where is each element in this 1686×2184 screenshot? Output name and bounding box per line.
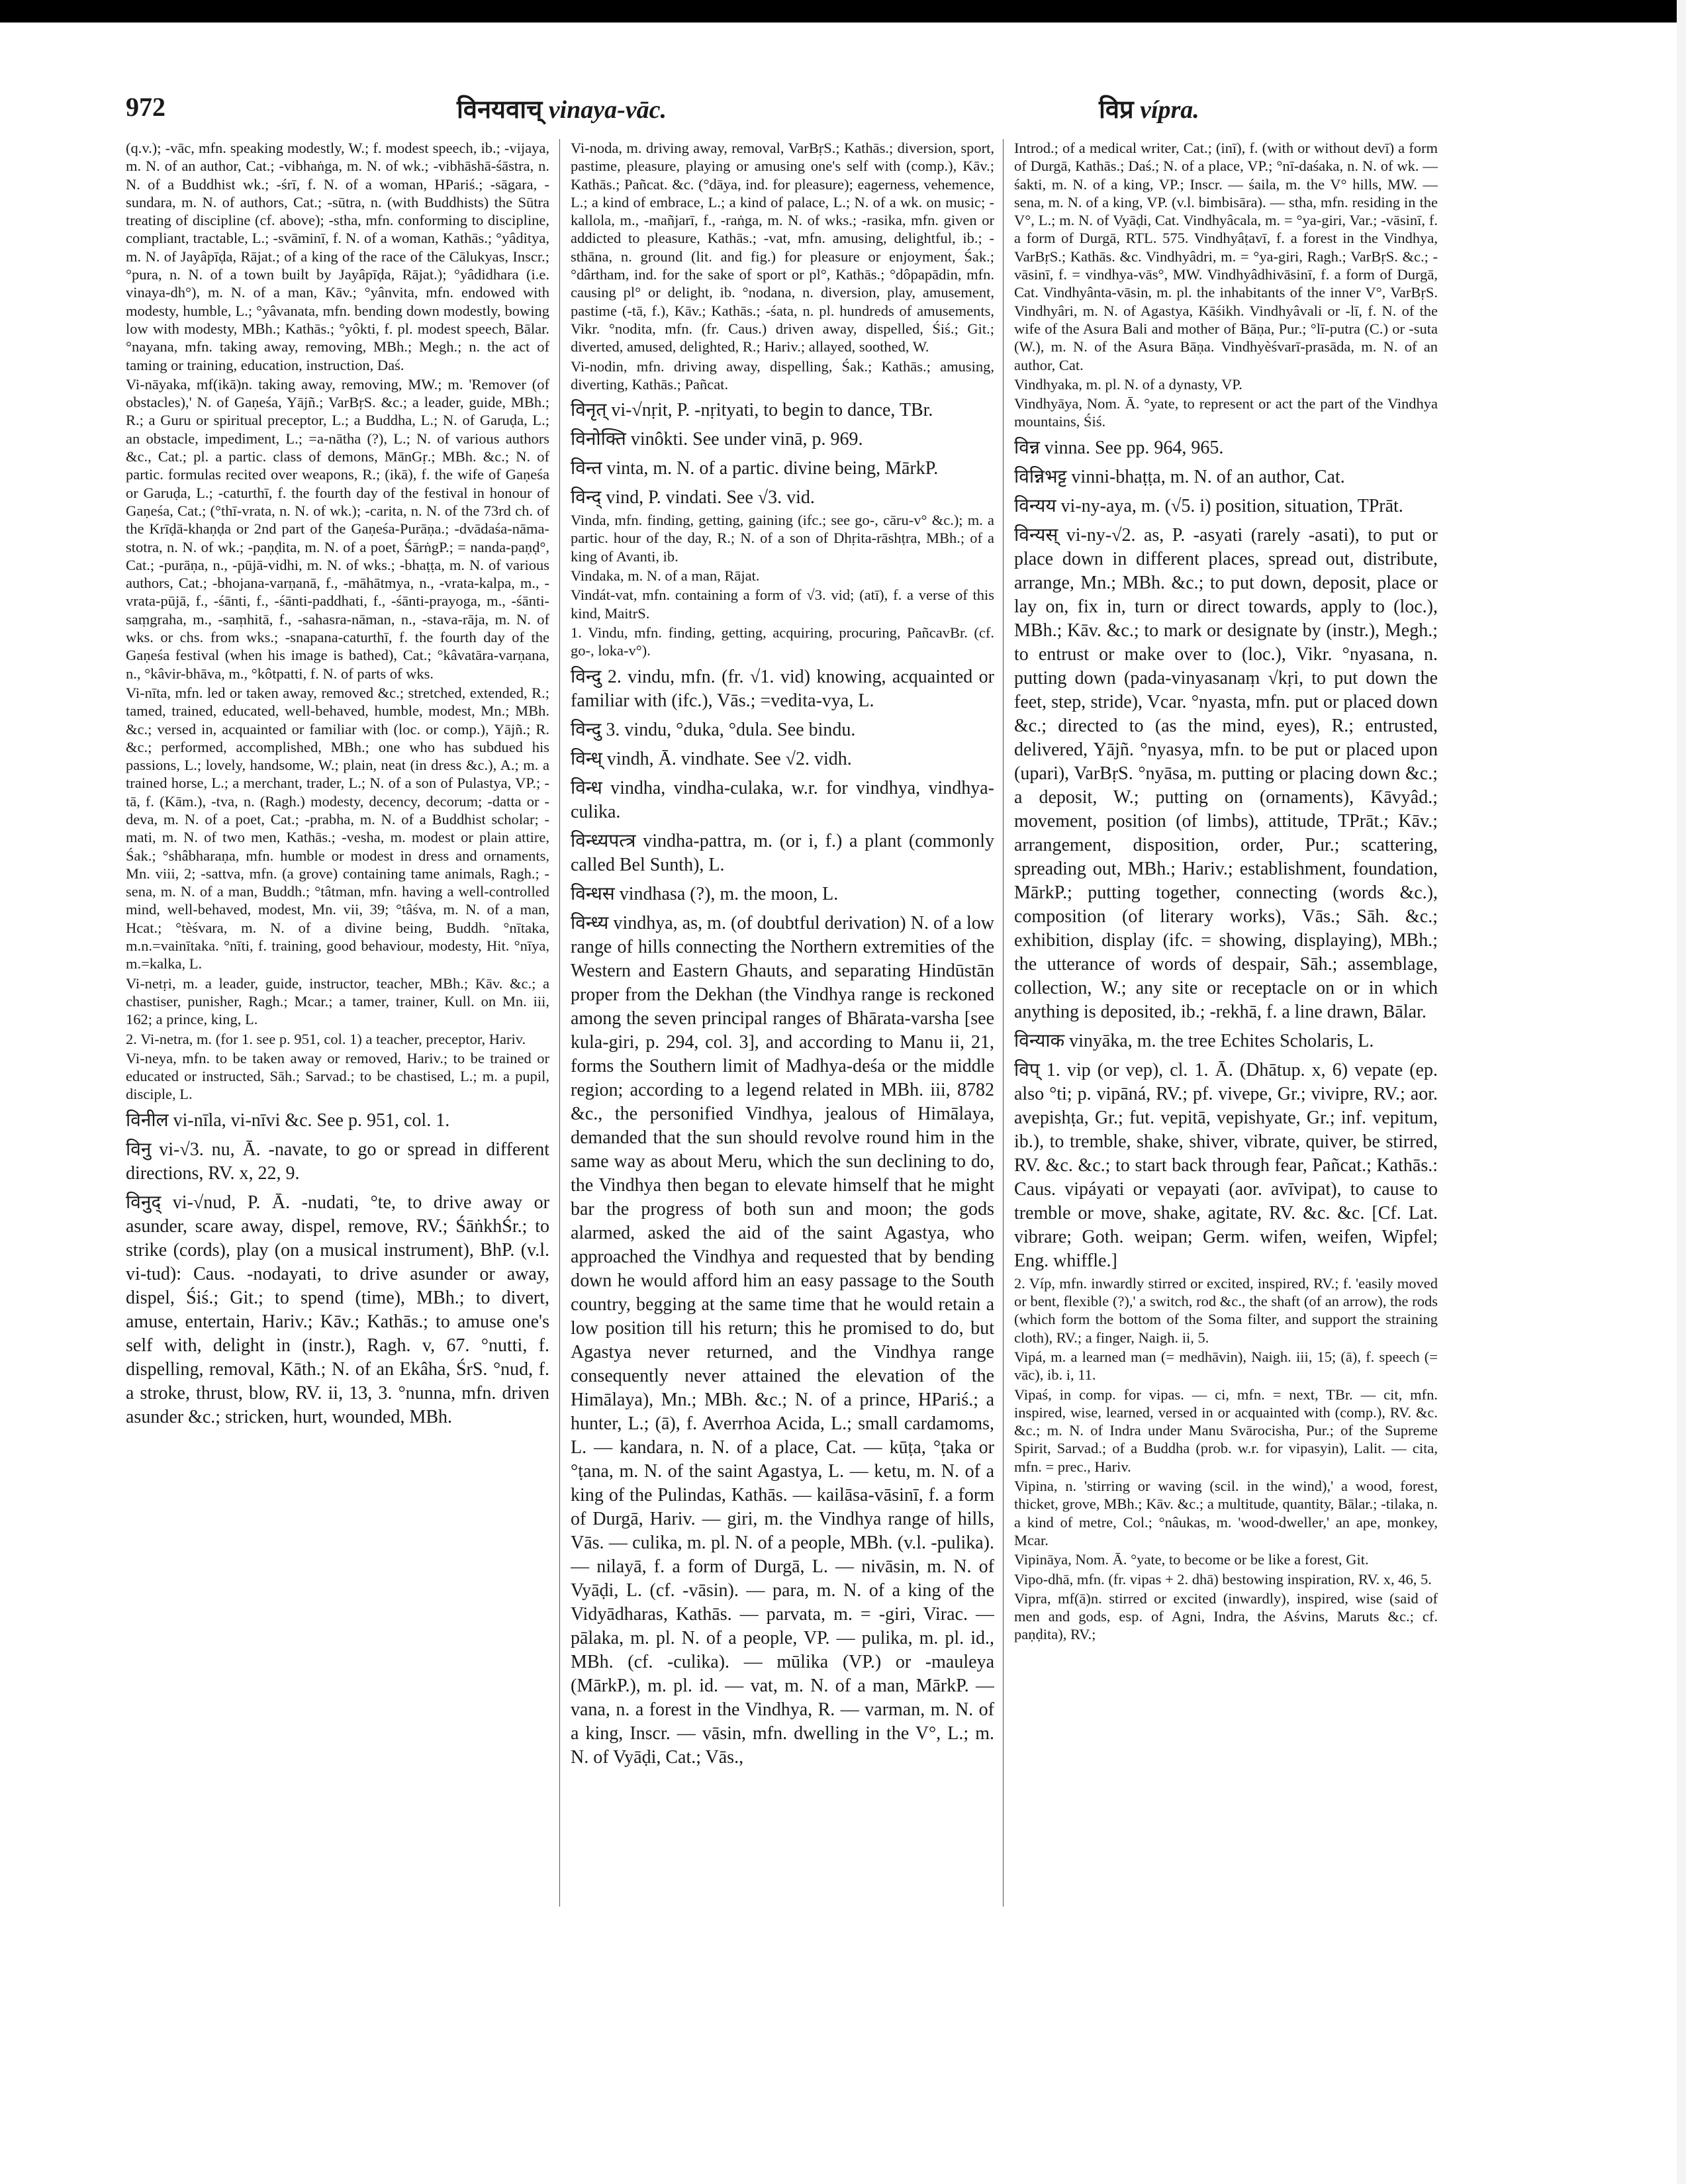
dictionary-entry: विन्ध् vindh, Ā. vindhate. See √2. vidh. <box>571 748 852 769</box>
dictionary-entry: Vipina, n. 'stirring or waving (scil. in the wind),' a wood, forest, thicket, grove, MBh.; Kāv. &c.; a multitude, quantity, Bālar.; -tilaka, n. a kind of metre, Col.; °nâukas, m. 'wood-dweller,' an ape, monkey, Mcar. <box>1014 1478 1438 1548</box>
dictionary-entry: विन्दु 2. vindu, mfn. (fr. √1. vid) knowing, acquainted or familiar with (ifc.), Vās.; =vedita-vya, L. <box>571 666 994 711</box>
column-rule <box>559 139 560 1907</box>
left-headword-devanagari: विनयवाच् <box>457 96 543 124</box>
dictionary-entry: विन्यय vi-ny-aya, m. (√5. i) position, situation, TPrāt. <box>1014 495 1403 516</box>
dictionary-entry: Vi-netṛi, m. a leader, guide, instructor, teacher, MBh.; Kāv. &c.; a chastiser, punisher, Ragh.; Mcar.; a tamer, trainer, Kull. on Mn. iii, 162; a prince, king, L. <box>126 974 549 1028</box>
right-headword-devanagari: विप्र <box>1099 96 1134 124</box>
dictionary-entry: विन्धस vindhasa (?), m. the moon, L. <box>571 883 839 904</box>
right-running-head <box>1099 91 1199 126</box>
dictionary-entry: Vindaka, m. N. of a man, Rājat. <box>571 567 760 585</box>
dictionary-entry: विन्दु 3. vindu, °duka, °dula. See bindu. <box>571 719 856 740</box>
dictionary-entry: Vindhyaka, m. pl. N. of a dynasty, VP. <box>1014 375 1242 393</box>
dictionary-entry: Vipá, m. a learned man (= medhāvin), Naigh. iii, 15; (ā), f. speech (= vāc), ib. i, 11. <box>1014 1348 1438 1384</box>
left-running-head <box>457 91 667 126</box>
dictionary-column-2 <box>571 139 994 1913</box>
dictionary-entry: विन्निभट्ट vinni-bhaṭṭa, m. N. of an author, Cat. <box>1014 466 1345 487</box>
dictionary-entry: (q.v.); -vāc, mfn. speaking modestly, W.; f. modest speech, ib.; -vijaya, m. N. of an author, Cat.; -vibhaṅga, m. N. of wk.; -vibhāshā-śāstra, n. N. of a Buddhist wk.; -śrī, f. N. of a woman, HPariś.; -sāgara, -sundara, m. N. of authors, Cat.; -sūtra, n. (with Buddhists) the Sūtra treating of discipline (cf. above); -stha, mfn. conforming to discipline, compliant, tractable, L.; -svāminī, f. N. of a woman, Kathās.; °yâditya, m. N. of Jayâpīḍa, Rājat.; of a king of the race of the Cālukyas, Inscr.; °pura, n. N. of a town built by Jayâpīḍa, Rājat.); °yâdidhara (i.e. vinaya-dh°), m. N. of a man, Kāv.; °yânvita, mfn. endowed with modesty, humble, L.; °yâvanata, mfn. bending down modestly, bowing low with modesty, MBh.; Kathās.; °yôkti, f. pl. modest speech, Bālar. °nayana, mfn. taking away, removing, MBh.; Megh.; n. the act of taming or training, education, instruction, Daś. <box>126 140 549 373</box>
dictionary-entry: विनु vi-√3. nu, Ā. -navate, to go or spread in different directions, RV. x, 22, 9. <box>126 1139 549 1184</box>
dictionary-entry: Introd.; of a medical writer, Cat.; (inī), f. (with or without devī) a form of Durgā, Kathās.; Daś.; N. of a place, VP.; °nī-daśaka, n. N. of wk. — śakti, m. N. of a king, VP.; Inscr. — śaila, m. the V° hills, MW. — sena, m. N. of a king, VP. (v.l. bimbisāra). — stha, mfn. residing in the V°, L.; m. N. of Vyāḍi, Cat. Vindhyâcala, m. = °ya-giri, Var.; -vāsinī, f. a form of Durgā, RTL. 575. Vindhyâṭavī, f. a forest in the Vindhya, VarBṛS.; Kathās. &c. Vindhyâdri, m. = °ya-giri, Ragh.; VarBṛS. &c.; -vāsinī, f. = vindhya-vās°, MW. Vindhyâdhivāsinī, f. a form of Durgā, Cat. Vindhyânta-vāsin, m. pl. the inhabitants of the inner V°, VarBṛS. Vindhyâri, m. N. of Agastya, Kāśikh. Vindhyâvali or -lī, f. N. of the wife of the Asura Bali and mother of Bāṇa, Pur.; °lī-putra (C.) or -suta (W.), m. N. of the Asura Bāṇa. Vindhyèśvarī-prasāda, m. N. of an author, Cat. <box>1014 140 1438 373</box>
dictionary-entry: Vi-nīta, mfn. led or taken away, removed &c.; stretched, extended, R.; tamed, trained, educated, well-behaved, humble, modest, Mn.; MBh. &c.; versed in, acquainted or familiar with (loc. or comp.), Yājñ.; R. &c.; performed, accomplished, MBh.; one who has subdued his passions, L.; lovely, handsome, W.; plain, neat (in dress &c.), A.; m. a trained horse, L.; a merchant, trader, L.; N. of a son of Pulastya, VP.; -tā, f. (Kām.), -tva, n. (Ragh.) modesty, decency, decorum; -datta or -deva, m. N. of a poet, Cat.; -prabha, m. N. of a Buddhist scholar; -mati, m. N. of two men, Kathās.; -vesha, m. modest or plain attire, Śak.; °shâbharaṇa, mfn. humble or modest in dress and ornaments, Mn. viii, 2; -sattva, mfn. (a grove) containing tame animals, Ragh.; -sena, m. N. of a man, Buddh.; °tâtman, mfn. having a well-controlled mind, well-behaved, modest, Mn. vii, 39; °tâśva, m. N. of a man, Hcat.; °tèśvara, m. N. of a divine being, Buddh. °nītaka, m.n.=vainītaka. °nīti, f. training, good behaviour, modesty, Hit. °nīya, m.=kalka, L. <box>126 684 549 973</box>
left-headword-roman: vinaya-vāc. <box>548 96 667 124</box>
dictionary-entry: Vipināya, Nom. Ā. °yate, to become or be like a forest, Git. <box>1014 1551 1369 1568</box>
dictionary-entry: Vipra, mf(ā)n. stirred or excited (inwardly), inspired, wise (said of men and gods, esp. of Agni, Indra, the Aśvins, Maruts &c.; cf. paṇḍita), RV.; <box>1014 1590 1438 1643</box>
dictionary-entry: विनुद् vi-√nud, P. Ā. -nudati, °te, to drive away or asunder, scare away, dispel, remove, RV.; ŚāṅkhŚr.; to strike (cords), play (on a musical instrument), BhP. (v.l. vi-tud): Caus. -nodayati, to drive asunder or away, dispel, Śiś.; Git.; to spend (time), MBh.; to divert, amuse, entertain, Hariv.; Kāv.; Kathās.; to amuse one's self with, delight in (instr.), Ragh. v, 67. °nutti, f. dispelling, removal, Kāth.; N. of an Ekâha, ŚrS. °nud, f. a stroke, thrust, blow, RV. ii, 13, 3. °nunna, mfn. driven asunder &c.; stricken, hurt, wounded, MBh. <box>126 1192 549 1427</box>
dictionary-entry: Vipo-dhā, mfn. (fr. vipas + 2. dhā) bestowing inspiration, RV. x, 46, 5. <box>1014 1570 1432 1588</box>
column-rule <box>1003 139 1004 1907</box>
dictionary-entry: 2. Víp, mfn. inwardly stirred or excited, inspired, RV.; f. 'easily moved or bent, flexible (?),' a switch, rod &c., the shaft (of an arrow), the rods (which form the bottom of the Soma filter, and support the straining cloth), RV.; a finger, Naigh. ii, 5. <box>1014 1274 1438 1346</box>
page-number: 972 <box>126 92 165 122</box>
dictionary-entry: 2. Vi-netra, m. (for 1. see p. 951, col. 1) a teacher, preceptor, Hariv. <box>126 1030 526 1047</box>
dictionary-entry: Vi-neya, mfn. to be taken away or removed, Hariv.; to be trained or educated or instructed, Sāh.; Sarvad.; to be chastised, L.; m. a pupil, disciple, L. <box>126 1049 549 1103</box>
dictionary-entry: विन्ध्य vindhya, as, m. (of doubtful derivation) N. of a low range of hills connecting the Northern extremities of the Western and Eastern Ghauts, and separating Hindūstān proper from the Dekhan (the Vindhya range is reckoned among the seven principal ranges of Bhārata-varsha [see kula-giri, p. 294, col. 3], and according to Manu ii, 21, forms the Southern limit of Madhya-deśa or the middle region; according to a legend related in MBh. iii, 8782 &c., the personified Vindhya, jealous of Himālaya, demanded that the sun should revolve round him in the same way as about Meru, which the sun declining to do, the Vindhya then began to elevate himself that he might bar the progress of both sun and moon; the gods alarmed, asked the aid of the saint Agastya, who approached the Vindhya and requested that by bending down he would afford him an easy passage to the South country, begging at the same time that he would retain a low position till his return; this he promised to do, but Agastya never returned, and the Vindhya range consequently never attained the elevation of the Himālaya), Mn.; MBh. &c.; N. of a prince, HPariś.; a hunter, L.; (ā), f. Averrhoa Acida, L.; small cardamoms, L. — kandara, n. N. of a place, Cat. — kūṭa, °ṭaka or °ṭana, m. N. of the saint Agastya, L. — ketu, m. N. of a king of the Pulindas, Kathās. — kailāsa-vāsinī, f. a form of Durgā, Hariv. — giri, m. the Vindhya range of hills, Vās. — culika, m. pl. N. of a people, MBh. (v.l. -pulika). — nilayā, f. a form of Durgā, L. — nivāsin, m. N. of Vyāḍi, L. (cf. -vāsin). — para, m. N. of a king of the Vidyādharas, Kathās. — parvata, m. = -giri, Virac. — pālaka, m. pl. N. of a people, VP. — pulika, m. pl. id., MBh. (cf. -culika). — mūlika (VP.) or -mauleya (MārkP.), m. pl. id. — vat, m. N. of a man, MārkP. — vana, n. a forest in the Vindhya, R. — varman, m. N. of a king, Inscr. — vāsin, mfn. dwelling in the V°, L.; m. N. of Vyāḍi, Cat.; Vās., <box>571 912 994 1768</box>
right-headword-roman: vípra. <box>1140 96 1199 124</box>
dictionary-entry: विन्याक vinyāka, m. the tree Echites Scholaris, L. <box>1014 1030 1374 1051</box>
page-header <box>126 91 1542 131</box>
dictionary-entry: Vipaś, in comp. for vipas. — ci, mfn. = next, TBr. — cit, mfn. inspired, wise, learned, versed in or acquainted with (comp.), RV. &c. &c.; m. N. of Indra under Manu Svārocisha, Pur.; of the Supreme Spirit, Sarvad.; of a Buddha (prob. w.r. for vipasyin), Lalit. — cita, mfn. = prec., Hariv. <box>1014 1386 1438 1475</box>
dictionary-entry: विन्ध्यपत्त्र vindha-pattra, m. (or i, f.) a plant (commonly called Bel Sunth), L. <box>571 830 994 875</box>
dictionary-entry: विन्द् vind, P. vindati. See √3. vid. <box>571 487 815 508</box>
dictionary-entry: विनृत् vi-√nṛit, P. -nṛityati, to begin to dance, TBr. <box>571 400 933 421</box>
dictionary-entry: विनील vi-nīla, vi-nīvi &c. See p. 951, col. 1. <box>126 1110 450 1131</box>
dictionary-entry: विप् 1. vip (or vep), cl. 1. Ā. (Dhātup. x, 6) vepate (ep. also °ti; p. vipāná, RV.; pf. vivepe, Gr.; vivipre, RV.; aor. avepishṭa, Gr.; fut. vepitā, vepishyate, Gr.; inf. vepitum, ib.), to tremble, shake, shiver, vibrate, quiver, be stirred, RV. &c. &c.; to start back through fear, Pañcat.; Kathās.: Caus. vipáyati or vepayati (aor. avīvipat), to cause to tremble or move, shake, agitate, RV. &c. &c. [Cf. Lat. vibrare; Goth. weipan; Germ. wifen, weifen, Wipfel; Eng. whiffle.] <box>1014 1059 1438 1271</box>
dictionary-entry: Vinda, mfn. finding, getting, gaining (ifc.; see go-, cāru-v° &c.); m. a partic. hour of the day, R.; N. of a son of Dhṛita-rāshṭra, MBh.; of a king of Avanti, ib. <box>571 512 994 565</box>
top-scan-edge <box>0 0 1686 23</box>
dictionary-entry: Vi-nāyaka, mf(ikā)n. taking away, removing, MW.; m. 'Remover (of obstacles),' N. of Gaṇeśa, Yājñ.; VarBṛS. &c.; a leader, guide, MBh.; R.; a Guru or spiritual preceptor, L.; a Buddha, L.; N. of Garuḍa, L.; an obstacle, impediment, L.; =a-nātha (?), L.; N. of various authors &c., Cat.; pl. a partic. class of demons, MānGṛ.; MBh. &c.; N. of partic. formulas recited over weapons, R.; (ikā), f. the wife of Gaṇeśa or Garuḍa, L.; -caturthī, f. the fourth day of the festival in honour of Gaṇeśa, Cat.; (°thī-vrata, n. N. of wk.); -carita, n. N. of the 73rd ch. of the Krīḍā-khaṇḍa or 2nd part of the Gaṇeśa-Purāṇa.; -dvādaśa-nāma-stotra, n. N. of wk.; -paṇḍita, m. N. of a poet, ŚārṅgP.; = nanda-paṇḍ°, Cat.; -purāṇa, n., -pūjā-vidhi, m. N. of wks.; -bhaṭṭa, m. N. of various authors, Cat.; -bhojana-varṇanā, f., -māhātmya, n., -vrata-kalpa, m., -vrata-pūjā, f., -śānti, f., -śānti-paddhati, f., -śānti-prayoga, m., -śānti-saṃgraha, m., -saṃhitā, f., -sahasra-nāman, n., -stava-rāja, m. N. of wks. or chs. from wks.; -snapana-caturthī, f. the fourth day of the Gaṇeśa festival (when his image is bathed), Cat.; °kâvatāra-varṇana, n., °kâvir-bhāva, m., °kôtpatti, f. N. of parts of wks. <box>126 375 549 682</box>
dictionary-entry: Vindhyāya, Nom. Ā. °yate, to represent or act the part of the Vindhya mountains, Śiś. <box>1014 395 1438 430</box>
dictionary-entry: Vindát-vat, mfn. containing a form of √3. vid; (atī), f. a verse of this kind, MaitrS. <box>571 587 994 622</box>
dictionary-column-1 <box>126 139 549 1913</box>
dictionary-entry: विन्ध vindha, vindha-culaka, w.r. for vindhya, vindhya-culika. <box>571 777 994 822</box>
dictionary-entry: विन्न vinna. See pp. 964, 965. <box>1014 437 1224 458</box>
dictionary-column-3 <box>1014 139 1438 1913</box>
right-scan-edge <box>1677 0 1686 2184</box>
dictionary-entry: 1. Vindu, mfn. finding, getting, acquiring, procuring, PañcavBr. (cf. go-, loka-v°). <box>571 624 994 659</box>
dictionary-entry: विन्त vinta, m. N. of a partic. divine being, MārkP. <box>571 458 939 479</box>
dictionary-entry: Vi-noda, m. driving away, removal, VarBṛS.; Kathās.; diversion, sport, pastime, pleasure, playing or amusing one's self with (comp.), Kāv.; Kathās.; Pañcat. &c. (°dāya, ind. for pleasure); eagerness, vehemence, L.; a kind of embrace, L.; a kind of palace, L.; N. of a wk. on music; -kallola, m., -mañjarī, f., -raṅga, m. N. of wks.; -rasika, mfn. given or addicted to pleasure, Kathās.; -vat, mfn. amusing, delightful, ib.; -sthāna, n. ground (lit. and fig.) for pleasure or enjoyment, Śak.; °dârtham, ind. for the sake of sport or pl°, Kathās.; °dôpapādin, mfn. causing pl° or delight, ib. °nodana, n. diversion, play, amusement, pastime (-tā, f.), Kāv.; Kathās.; -śata, n. pl. hundreds of amusements, Vikr. °nodita, mfn. (fr. Caus.) driven away, dispelled, Śiś.; Git.; diverted, amused, delighted, R.; Hariv.; allayed, soothed, W. <box>571 140 994 356</box>
dictionary-entry: विनोक्ति vinôkti. See under vinā, p. 969. <box>571 429 863 450</box>
dictionary-entry: विन्यस् vi-ny-√2. as, P. -asyati (rarely -asati), to put or place down in different places, spread out, distribute, arrange, Mn.; MBh. &c.; to put down, deposit, place or lay on, fix in, turn or direct towards, apply to (loc.), MBh.; Kāv. &c.; to mark or designate by (instr.), Megh.; to entrust or make over to (loc.), Vikr. °nyasana, n. putting down (pada-vinyasanaṃ √kṛi, to put down the feet, step, stride), Vcar. °nyasta, mfn. put or placed down &c.; directed to (as the mind, eyes), R.; entrusted, delivered, Yājñ. °nyasya, mfn. to be put or placed upon (upari), VarBṛS. °nyāsa, m. putting or placing down &c.; a deposit, W.; putting on (ornaments), Kāvyâd.; movement, position (of limbs), attitude, TPrāt.; Kāv.; arrangement, disposition, order, Pur.; scattering, spreading out, MBh.; Hariv.; establishment, foundation, MārkP.; putting together, connecting (words &c.), composition (of literary works), Vās.; Sāh. &c.; exhibition, display (ifc. = showing, displaying), MBh.; the utterance of words of despair, Sāh.; assemblage, collection, W.; any site or receptacle on or in which anything is deposited, ib.; -rekhā, f. a line drawn, Bālar. <box>1014 524 1438 1022</box>
dictionary-entry: Vi-nodin, mfn. driving away, dispelling, Śak.; Kathās.; amusing, diverting, Kathās.; Pañcat. <box>571 357 994 393</box>
